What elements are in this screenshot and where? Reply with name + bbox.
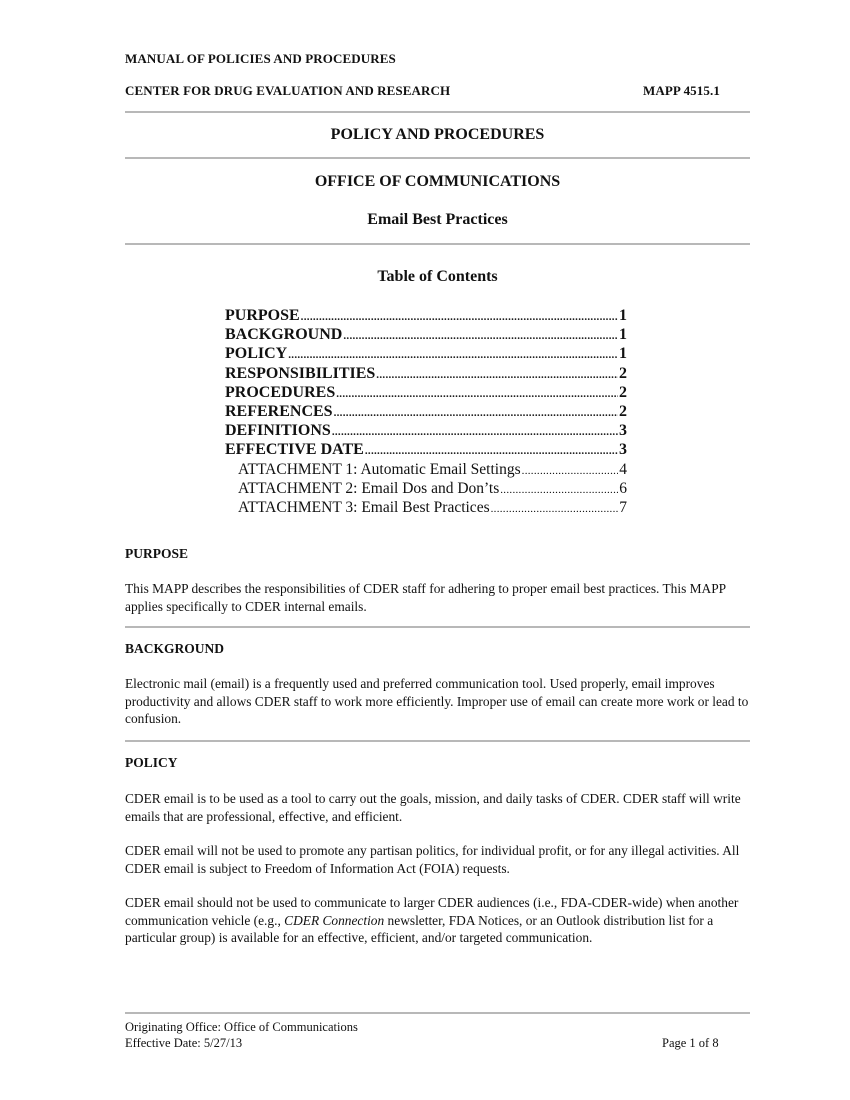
toc-entry-label: EFFECTIVE DATE	[225, 441, 364, 459]
divider	[125, 740, 750, 742]
section-heading-background: BACKGROUND	[125, 641, 225, 656]
subject-title: Email Best Practices	[367, 211, 508, 228]
policy-title: POLICY AND PROCEDURES	[330, 126, 545, 143]
policy-paragraph-2: CDER email will not be used to promote any partisan politics, for individual profit, or for any illegal activities. All CDER email is subject to Freedom of Information Act (FOIA) requests.	[125, 843, 740, 876]
toc-entry-page: 1	[619, 326, 627, 344]
toc-entry[interactable]	[225, 326, 627, 345]
toc-entry-label: BACKGROUND	[225, 326, 343, 344]
toc-entry-label: PURPOSE	[225, 307, 300, 324]
section-heading-policy: POLICY	[125, 755, 178, 770]
table-of-contents	[225, 307, 627, 518]
toc-entry[interactable]	[225, 441, 627, 460]
toc-leader-dots	[301, 311, 618, 323]
purpose-paragraph: This MAPP describes the responsibilities of CDER staff for adhering to proper email best practices. This MAPP applies specifically to CDER internal emails.	[125, 581, 726, 614]
divider	[125, 157, 750, 159]
originating-office: Originating Office: Office of Communications	[125, 1020, 358, 1034]
divider	[125, 111, 750, 113]
toc-entry-label: DEFINITIONS	[225, 422, 331, 440]
background-paragraph: Electronic mail (email) is a frequently used and preferred communication tool. Used properly, email improves productivity and allows CDER staff to work more efficiently. Improper use of email can create more work or lead to confusion.	[125, 676, 749, 726]
center-name: CENTER FOR DRUG EVALUATION AND RESEARCH	[125, 83, 451, 98]
toc-leader-dots	[376, 369, 618, 381]
toc-leader-dots	[365, 445, 618, 457]
newsletter-name: CDER Connection	[284, 912, 385, 928]
toc-entry-label: REFERENCES	[225, 402, 333, 420]
toc-leader-dots	[336, 388, 618, 400]
toc-leader-dots	[288, 349, 618, 361]
toc-leader-dots	[343, 330, 618, 342]
toc-entry-label: ATTACHMENT 3: Email Best Practices	[238, 498, 490, 516]
toc-entry-page: 2	[619, 364, 627, 382]
toc-entry[interactable]	[225, 307, 627, 326]
toc-entry-label: POLICY	[225, 345, 288, 363]
footer-divider	[125, 1012, 750, 1014]
toc-entry[interactable]	[225, 422, 627, 441]
toc-leader-dots	[491, 503, 619, 515]
toc-entry-page: 1	[619, 307, 627, 324]
toc-entry-page: 7	[619, 498, 627, 516]
toc-entry-page: 2	[619, 383, 627, 401]
toc-leader-dots	[500, 484, 618, 496]
divider	[125, 626, 750, 628]
toc-entry-page: 3	[619, 422, 627, 440]
toc-leader-dots	[334, 407, 618, 419]
policy-paragraph-3-part-1: CDER email should not be used to communicate to larger CDER audiences (i.e., FDA-CDER-wide) when another communication vehicle (e.g.,	[125, 895, 739, 928]
divider	[125, 243, 750, 245]
toc-entry-page: 3	[619, 441, 627, 459]
toc-leader-dots	[522, 465, 619, 477]
toc-entry[interactable]	[225, 480, 627, 499]
toc-entry-label: PROCEDURES	[225, 383, 336, 401]
toc-entry-label: RESPONSIBILITIES	[225, 364, 376, 382]
toc-entry[interactable]	[225, 461, 627, 480]
section-heading-purpose: PURPOSE	[125, 546, 189, 561]
toc-entry[interactable]	[225, 403, 627, 422]
toc-entry-label: ATTACHMENT 2: Email Dos and Don’ts	[238, 479, 500, 497]
policy-paragraph-3-part-2: newsletter, FDA Notices, or an Outlook distribution list for a particular group) is available for an effective, efficient, and/or targeted communication.	[125, 912, 714, 945]
page-number: Page 1 of 8	[662, 1036, 719, 1050]
toc-entry[interactable]	[225, 499, 627, 518]
policy-paragraph-3	[125, 894, 750, 947]
toc-heading: Table of Contents	[377, 268, 498, 285]
toc-leader-dots	[332, 426, 618, 438]
toc-entry[interactable]	[225, 365, 627, 384]
mapp-number: MAPP 4515.1	[643, 83, 720, 98]
toc-entry-page: 4	[619, 460, 627, 478]
policy-paragraph-1: CDER email is to be used as a tool to carry out the goals, mission, and daily tasks of CDER. CDER staff will write emails that are professional, effective, and efficient.	[125, 791, 741, 824]
toc-entry-page: 1	[619, 345, 627, 363]
toc-entry-page: 2	[619, 402, 627, 420]
toc-entry-page: 6	[619, 479, 627, 497]
effective-date: Effective Date: 5/27/13	[125, 1036, 243, 1050]
toc-entry-label: ATTACHMENT 1: Automatic Email Settings	[238, 460, 521, 478]
office-title: OFFICE OF COMMUNICATIONS	[314, 173, 561, 190]
toc-entry[interactable]	[225, 345, 627, 364]
toc-entry[interactable]	[225, 384, 627, 403]
manual-title: MANUAL OF POLICIES AND PROCEDURES	[125, 51, 396, 66]
